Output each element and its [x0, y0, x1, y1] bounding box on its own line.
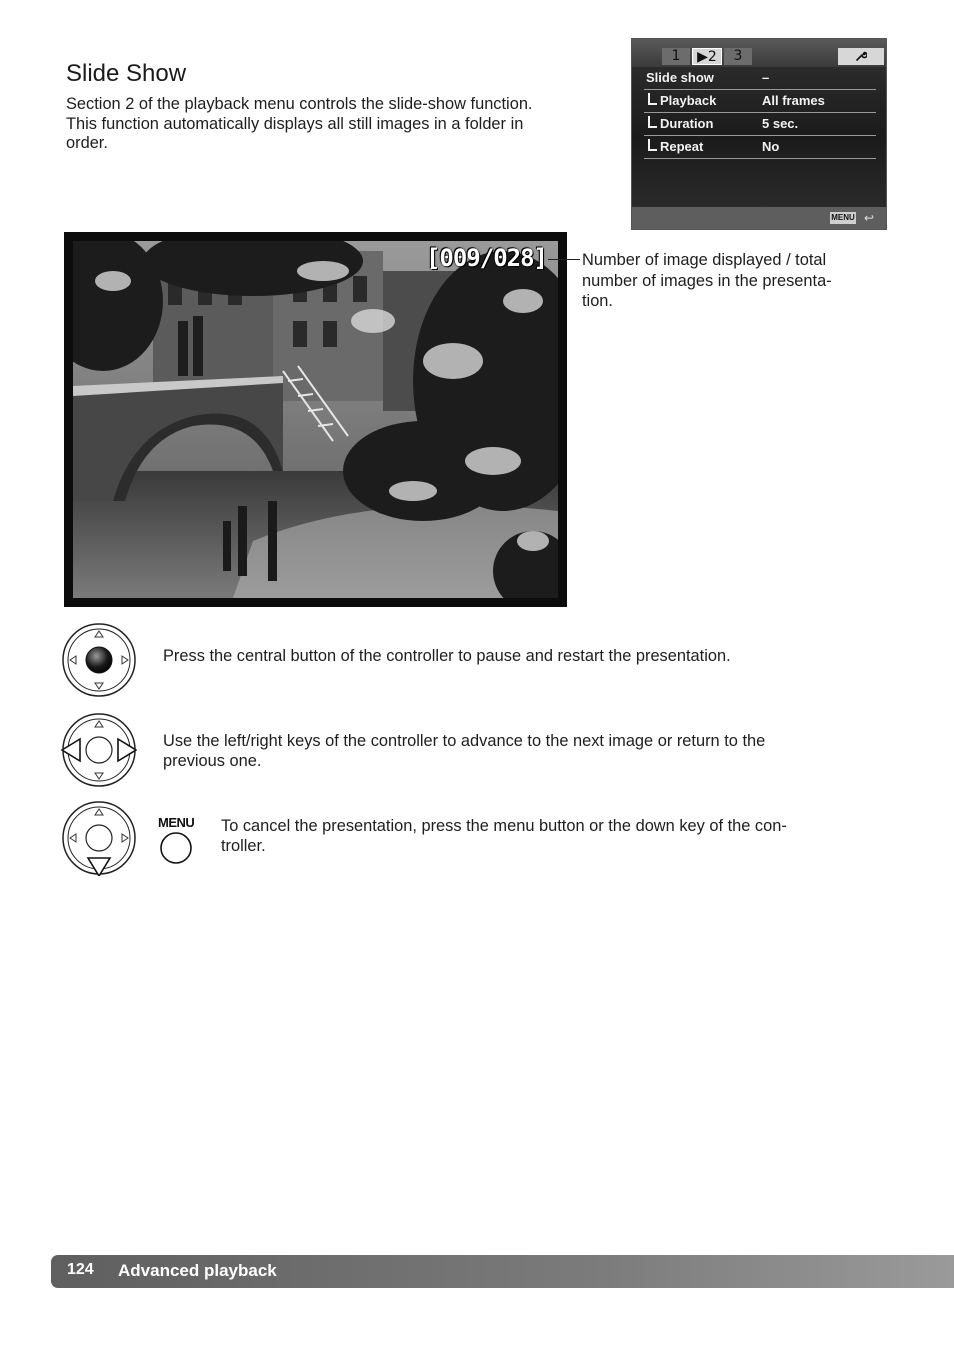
menu-button-icon: [159, 831, 193, 865]
step-text-advance: [163, 732, 883, 771]
step-line: Use the left/right keys of the controller to advance to the next image or return to the: [163, 732, 766, 750]
lcd-row-label: Duration: [660, 116, 714, 131]
lcd-tab-3[interactable]: 3: [724, 48, 752, 65]
submenu-elbow-icon: [648, 116, 657, 128]
lcd-footer: [632, 207, 886, 229]
lcd-row-label: Slide show: [646, 70, 714, 85]
section-name: Advanced playback: [118, 1261, 277, 1280]
page-title: Slide Show: [66, 60, 187, 87]
lcd-row-value: –: [762, 70, 770, 85]
lcd-row-slide-show[interactable]: [644, 67, 876, 90]
lcd-row-duration[interactable]: [644, 113, 876, 136]
controller-center-icon: [61, 622, 137, 698]
image-counter: [009/028]: [425, 244, 547, 272]
lcd-row-value: No: [762, 139, 780, 154]
callout-line: Number of image displayed / total: [582, 251, 827, 269]
menu-button-label: MENU: [158, 815, 195, 830]
step-text-cancel: [221, 817, 881, 856]
page-footer: [51, 1255, 954, 1288]
lcd-row-label: Repeat: [660, 139, 704, 154]
intro-line: order.: [66, 134, 108, 153]
counter-callout: [582, 250, 872, 312]
lcd-menu-screen: [631, 38, 887, 230]
lcd-menu-rows: [632, 67, 886, 207]
intro-line: Section 2 of the playback menu controls the slide-show function.: [66, 95, 533, 113]
lcd-row-value: All frames: [762, 93, 825, 108]
lcd-tab-1[interactable]: 1: [662, 48, 690, 65]
lcd-tab-setup[interactable]: [838, 48, 884, 65]
controller-left-right-icon: [61, 712, 137, 788]
callout-line: tion.: [582, 292, 613, 310]
intro-line: This function automatically displays all still images in a folder in: [66, 114, 524, 133]
callout-line: number of images in the presenta-: [582, 271, 832, 290]
step-line: To cancel the presentation, press the menu button or the down key of the con-: [221, 817, 787, 835]
lcd-menu-key: MENU: [831, 213, 855, 222]
lcd-row-repeat[interactable]: [644, 136, 876, 159]
callout-leader-line: [548, 259, 580, 260]
wrench-icon: [855, 50, 867, 62]
controller-down-icon: [61, 800, 137, 876]
submenu-elbow-icon: [648, 93, 657, 105]
step-line: troller.: [221, 836, 266, 855]
return-arrow-icon: ↩: [863, 211, 874, 225]
step-line: Press the central button of the controller to pause and restart the presentation.: [163, 647, 731, 665]
lcd-row-label: Playback: [660, 93, 717, 108]
submenu-elbow-icon: [648, 139, 657, 151]
menu-button[interactable]: [156, 815, 198, 865]
step-text-pause: [163, 647, 883, 667]
slideshow-photo: [73, 241, 558, 598]
intro-paragraph: [66, 95, 611, 154]
lcd-row-playback[interactable]: [644, 90, 876, 113]
lcd-tab-bar: [632, 39, 886, 67]
slideshow-display: [64, 232, 567, 607]
lcd-row-value: 5 sec.: [762, 116, 799, 131]
lcd-tab-2[interactable]: ▶2: [692, 48, 722, 65]
page-number: 124: [67, 1261, 94, 1278]
step-line: previous one.: [163, 751, 262, 770]
